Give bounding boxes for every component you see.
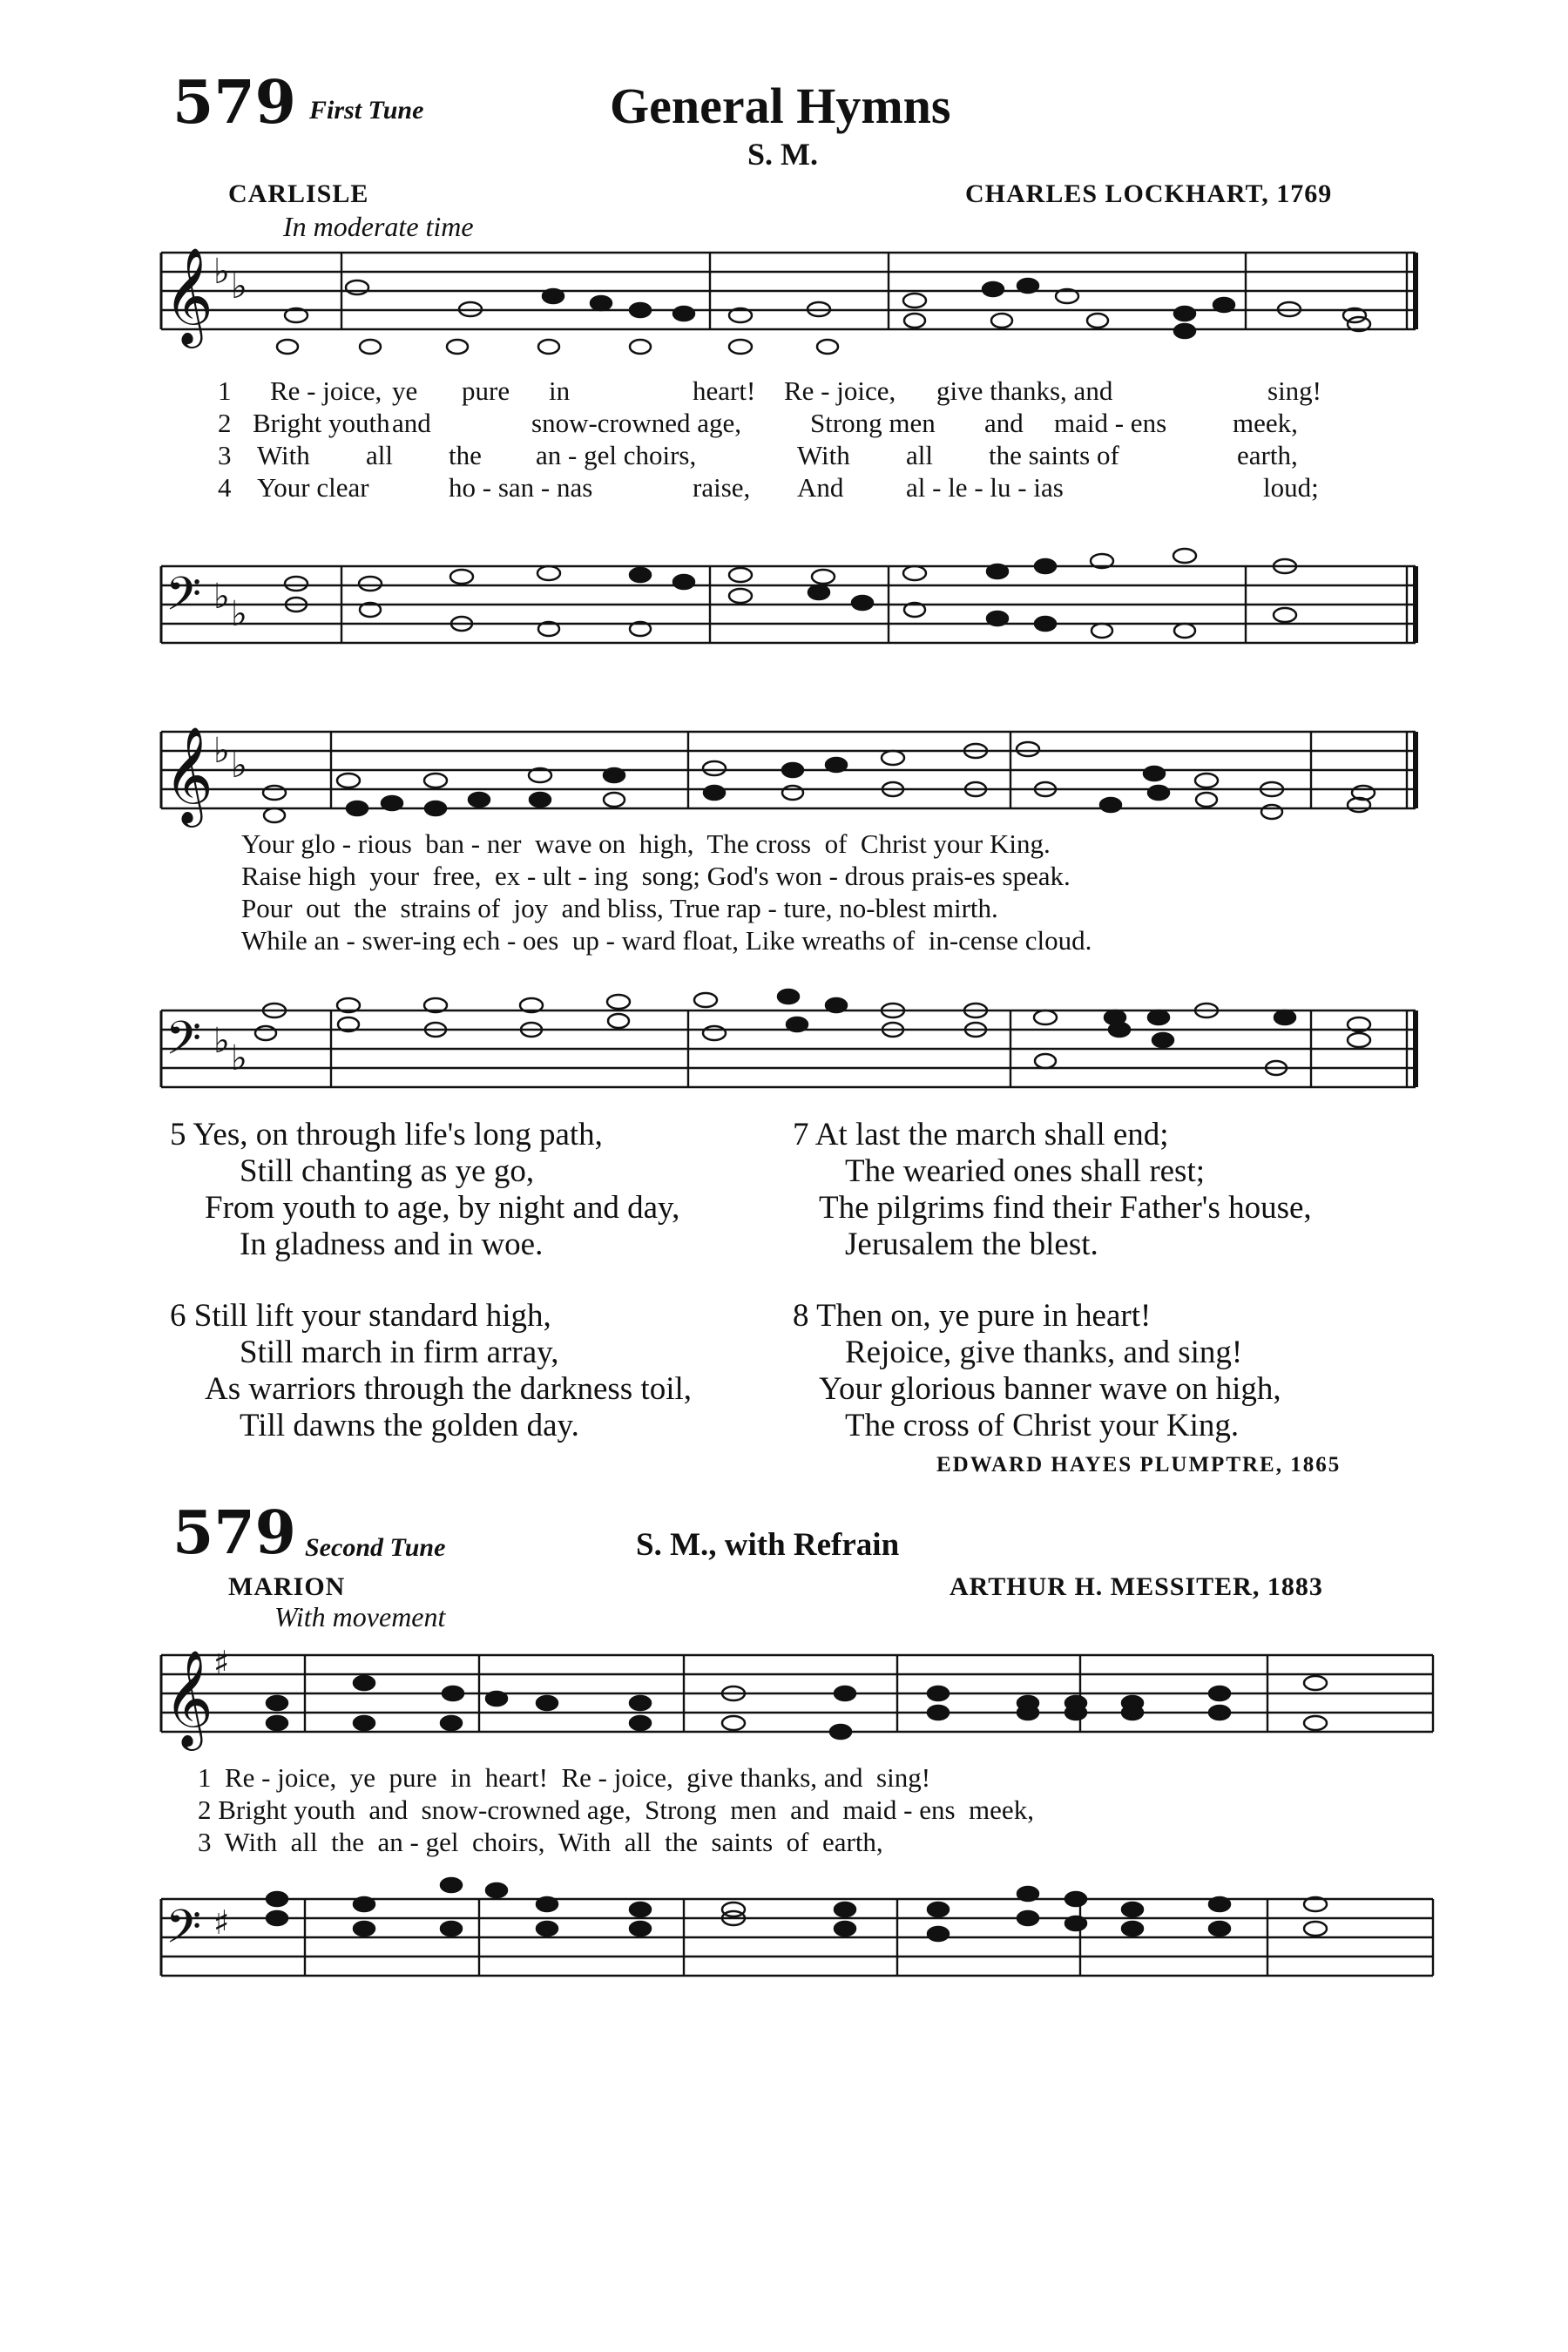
lyric-syllable: snow-crowned age, <box>531 408 742 438</box>
lyric-syllable: the <box>449 440 482 470</box>
staff-treble-3 <box>0 1638 1568 1777</box>
lyric-syllable: an - gel choirs, <box>536 440 697 470</box>
stanza-line: 5 Yes, on through life's long path, <box>170 1117 603 1152</box>
composer-2: ARTHUR H. MESSITER, 1883 <box>950 1572 1323 1601</box>
svg-text:𝄢: 𝄢 <box>166 1901 202 1965</box>
lyric-line: 1 Re - joice, ye pure in heart! Re - joice, give thanks, and sing! <box>198 1762 931 1793</box>
verse-number: 4 <box>218 472 232 503</box>
verse-number: 3 <box>218 440 232 470</box>
stanza-line: Still march in firm array, <box>240 1335 559 1370</box>
lyric-syllable: Re - joice, <box>270 375 382 406</box>
lyrics-system-2 <box>241 828 1092 956</box>
tempo-marking: In moderate time <box>283 211 474 242</box>
lyric-line: While an - swer-ing ech - oes up - ward float, Like wreaths of in-cense cloud. <box>241 925 1092 956</box>
staff-bass-3 <box>0 1855 1568 1995</box>
stanza-6 <box>170 1298 692 1444</box>
stanza-line: 6 Still lift your standard high, <box>170 1298 551 1334</box>
stanza-line: 8 Then on, ye pure in heart! <box>793 1298 1152 1334</box>
verse-number: 1 <box>218 375 232 406</box>
sharp-icon: ♯ <box>213 1644 230 1682</box>
lyric-syllable: ho - san - nas <box>449 472 593 503</box>
lyric-syllable: al - le - lu - ias <box>906 472 1064 503</box>
stanza-5 <box>170 1117 679 1263</box>
tune-name: CARLISLE <box>228 179 369 208</box>
stanza-line: Till dawns the golden day. <box>240 1408 579 1443</box>
lyric-syllable: pure <box>462 375 510 406</box>
lyrics-tune-2 <box>198 1761 1034 1858</box>
svg-text:♯: ♯ <box>213 1903 230 1942</box>
svg-text:𝄞: 𝄞 <box>164 726 213 823</box>
lyric-syllable: ye <box>392 375 418 406</box>
lyric-line: Pour out the strains of joy and bliss, True rap - ture, no-blest mirth. <box>241 893 998 923</box>
composer: CHARLES LOCKHART, 1769 <box>965 179 1333 208</box>
lyric-line: 3 With all the an - gel choirs, With all the saints of earth, <box>198 1827 883 1857</box>
staff-treble-2 <box>0 697 1568 836</box>
stanza-7 <box>793 1117 1312 1263</box>
lyric-syllable: in <box>549 375 571 406</box>
lyric-line: 2 Bright youth and snow-crowned age, Strong men and maid - ens meek, <box>198 1794 1034 1825</box>
lyric-syllable: Your clear <box>257 472 369 503</box>
svg-text:𝄢: 𝄢 <box>166 1012 202 1077</box>
lyric-syllable: Strong men <box>810 408 936 438</box>
verse-number: 2 <box>218 408 232 438</box>
lyric-syllable: raise, <box>693 472 751 503</box>
stanza-line: Jerusalem the blest. <box>845 1227 1098 1262</box>
stanza-8 <box>793 1298 1281 1444</box>
lyric-syllable: give thanks, and <box>936 375 1113 406</box>
section-title: General Hymns <box>610 78 951 134</box>
svg-text:♭: ♭ <box>231 1038 247 1078</box>
stanza-line: Your glorious banner wave on high, <box>819 1371 1281 1407</box>
lyric-line: Raise high your free, ex - ult - ing song; God's won - drous prais-es speak. <box>241 861 1071 891</box>
lyric-line: Your glo - rious ban - ner wave on high, The cross of Christ your King. <box>241 828 1051 859</box>
svg-text:♭: ♭ <box>213 1021 230 1061</box>
stanza-line: As warriors through the darkness toil, <box>205 1371 693 1407</box>
svg-text:♭: ♭ <box>213 731 230 771</box>
lyric-syllable: maid - ens <box>1054 408 1167 438</box>
flat-icon: ♭ <box>213 252 230 292</box>
staff-treble-1 <box>0 244 1568 383</box>
lyric-syllable: With <box>797 440 850 470</box>
lyric-syllable: And <box>797 472 844 503</box>
stanza-line: The cross of Christ your King. <box>845 1408 1240 1443</box>
treble-clef-icon: 𝄞 <box>164 247 213 344</box>
meter: S. M. <box>747 137 818 172</box>
svg-text:♭: ♭ <box>231 746 247 786</box>
stanza-line: Rejoice, give thanks, and sing! <box>845 1335 1243 1370</box>
lyric-syllable: Bright youth <box>253 408 390 438</box>
tune-label-2: Second Tune <box>305 1533 446 1562</box>
tune-label: First Tune <box>309 96 424 125</box>
lyric-syllable: heart! <box>693 375 756 406</box>
lyrics-system-1 <box>218 375 1437 504</box>
tune-name-2: MARION <box>228 1572 346 1601</box>
staff-bass-1 <box>0 523 1568 662</box>
tempo-marking-2: With movement <box>274 1601 446 1632</box>
lyric-syllable: and <box>392 408 431 438</box>
lyric-syllable: all <box>906 440 933 470</box>
lyric-syllable: the saints of <box>989 440 1119 470</box>
stanza-line: Still chanting as ye go, <box>240 1153 535 1189</box>
meter-2: S. M., with Refrain <box>636 1527 900 1563</box>
lyric-syllable: meek, <box>1233 408 1298 438</box>
svg-text:♭: ♭ <box>213 577 230 617</box>
hymn-number-2: 579 <box>172 1498 296 1568</box>
svg-text:♭: ♭ <box>231 267 247 307</box>
stanza-line: The wearied ones shall rest; <box>845 1153 1206 1189</box>
stanza-line: 7 At last the march shall end; <box>793 1117 1169 1152</box>
lyric-syllable: and <box>984 408 1024 438</box>
bass-clef-icon: 𝄢 <box>166 568 202 632</box>
lyric-syllable: Re - joice, <box>784 375 896 406</box>
lyric-syllable: all <box>366 440 393 470</box>
author-credit: EDWARD HAYES PLUMPTRE, 1865 <box>936 1453 1342 1477</box>
stanza-line: The pilgrims find their Father's house, <box>819 1190 1312 1226</box>
lyric-syllable: sing! <box>1267 375 1321 406</box>
staff-bass-2 <box>0 967 1568 1106</box>
hymn-number: 579 <box>172 68 296 138</box>
lyric-syllable: loud; <box>1263 472 1319 503</box>
svg-text:♭: ♭ <box>231 594 247 634</box>
stanza-line: From youth to age, by night and day, <box>205 1190 680 1226</box>
stanza-line: In gladness and in woe. <box>240 1227 544 1262</box>
lyric-syllable: With <box>257 440 310 470</box>
svg-text:𝄞: 𝄞 <box>164 1649 213 1747</box>
lyric-syllable: earth, <box>1237 440 1298 470</box>
